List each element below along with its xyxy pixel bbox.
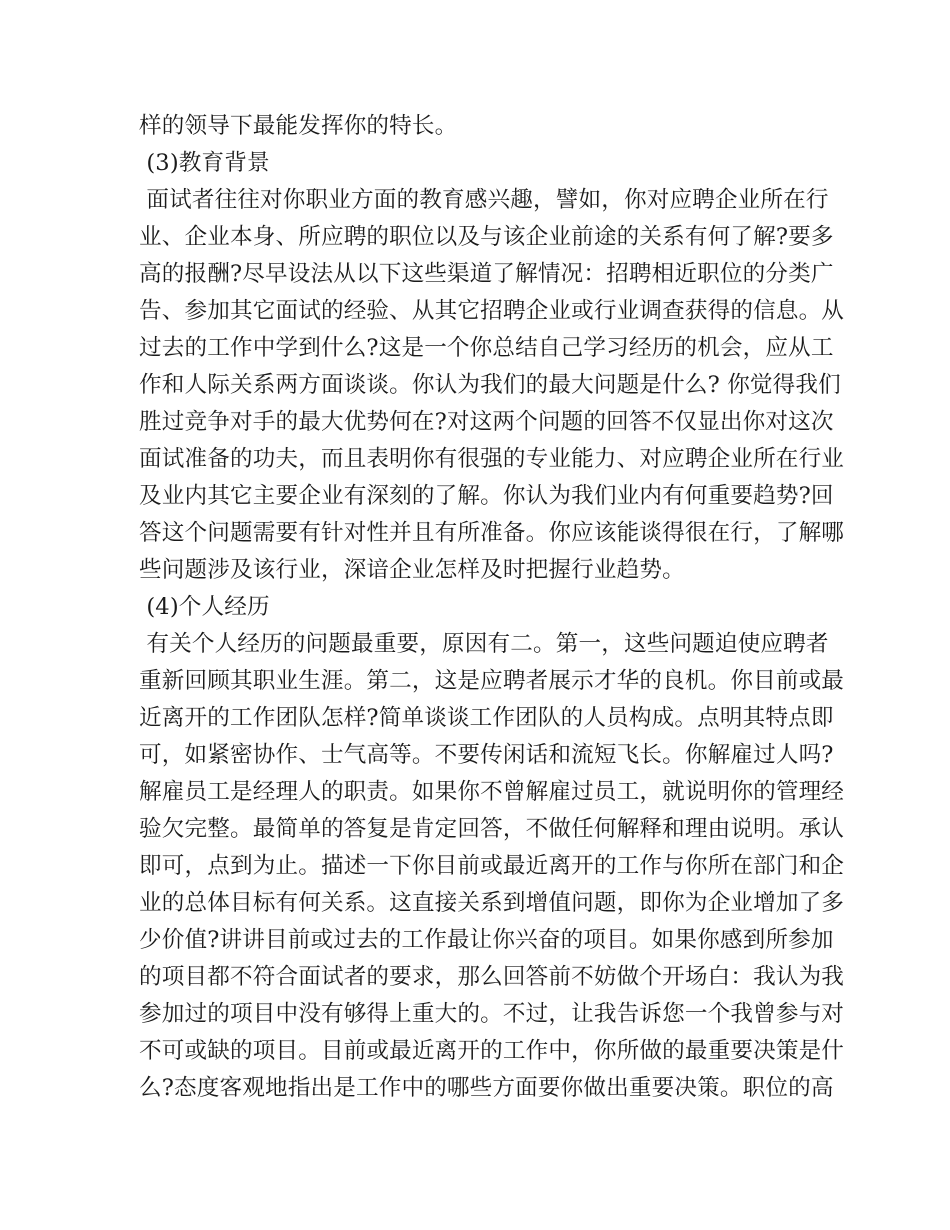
text-line: 少价值?讲讲目前或过去的工作最让你兴奋的项目。如果你感到所参加 xyxy=(139,927,834,953)
text-line: 业、企业本身、所应聘的职位以及与该企业前途的关系有何了解?要多 xyxy=(139,224,834,250)
text-line: 近离开的工作团队怎样?简单谈谈工作团队的人员构成。点明其特点即 xyxy=(139,705,834,731)
text-line: 作和人际关系两方面谈谈。你认为我们的最大问题是什么? 你觉得我们 xyxy=(139,372,841,398)
text-line: 不可或缺的项目。目前或最近离开的工作中，你所做的最重要决策是什 xyxy=(139,1038,845,1064)
text-line: 及业内其它主要企业有深刻的了解。你认为我们业内有何重要趋势?回 xyxy=(139,483,834,509)
text-line: 即可，点到为止。描述一下你目前或最近离开的工作与你所在部门和企 xyxy=(139,853,845,879)
text-line: 样的领导下最能发挥你的特长。 xyxy=(139,113,458,139)
document-body xyxy=(139,108,845,1107)
text-line: 可，如紧密协作、士气高等。不要传闲话和流短飞长。你解雇过人吗? xyxy=(139,742,834,768)
text-line: 面试者往往对你职业方面的教育感兴趣，譬如，你对应聘企业所在行 xyxy=(139,187,829,213)
text-line: 答这个问题需要有针对性并且有所准备。你应该能谈得很在行，了解哪 xyxy=(139,520,845,546)
text-line: 验欠完整。最简单的答复是肯定回答，不做任何解释和理由说明。承认 xyxy=(139,816,845,842)
text-line: 么?态度客观地指出是工作中的哪些方面要你做出重要决策。职位的高 xyxy=(139,1075,834,1101)
text-line: 有关个人经历的问题最重要，原因有二。第一，这些问题迫使应聘者 xyxy=(139,631,829,657)
text-line: 告、参加其它面试的经验、从其它招聘企业或行业调查获得的信息。从 xyxy=(139,298,845,324)
text-line: 解雇员工是经理人的职责。如果你不曾解雇过员工，就说明你的管理经 xyxy=(139,779,845,805)
text-line: 过去的工作中学到什么?这是一个你总结自己学习经历的机会，应从工 xyxy=(139,335,834,361)
text-line: 重新回顾其职业生涯。第二，这是应聘者展示才华的良机。你目前或最 xyxy=(139,668,845,694)
text-line: 高的报酬?尽早设法从以下这些渠道了解情况：招聘相近职位的分类广 xyxy=(139,261,834,287)
text-line: 面试准备的功夫，而且表明你有很强的专业能力、对应聘企业所在行业 xyxy=(139,446,845,472)
text-line: 的项目都不符合面试者的要求，那么回答前不妨做个开场白：我认为我 xyxy=(139,964,845,990)
text-line: 胜过竞争对手的最大优势何在?对这两个问题的回答不仅显出你对这次 xyxy=(139,409,834,435)
text-line: 参加过的项目中没有够得上重大的。不过，让我告诉您一个我曾参与对 xyxy=(139,1001,845,1027)
text-line: 业的总体目标有何关系。这直接关系到增值问题，即你为企业增加了多 xyxy=(139,890,845,916)
section-heading-education: (3)教育背景 xyxy=(139,150,270,176)
section-heading-personal-experience: (4)个人经历 xyxy=(139,594,270,620)
text-line: 些问题涉及该行业，深谙企业怎样及时把握行业趋势。 xyxy=(139,557,685,583)
